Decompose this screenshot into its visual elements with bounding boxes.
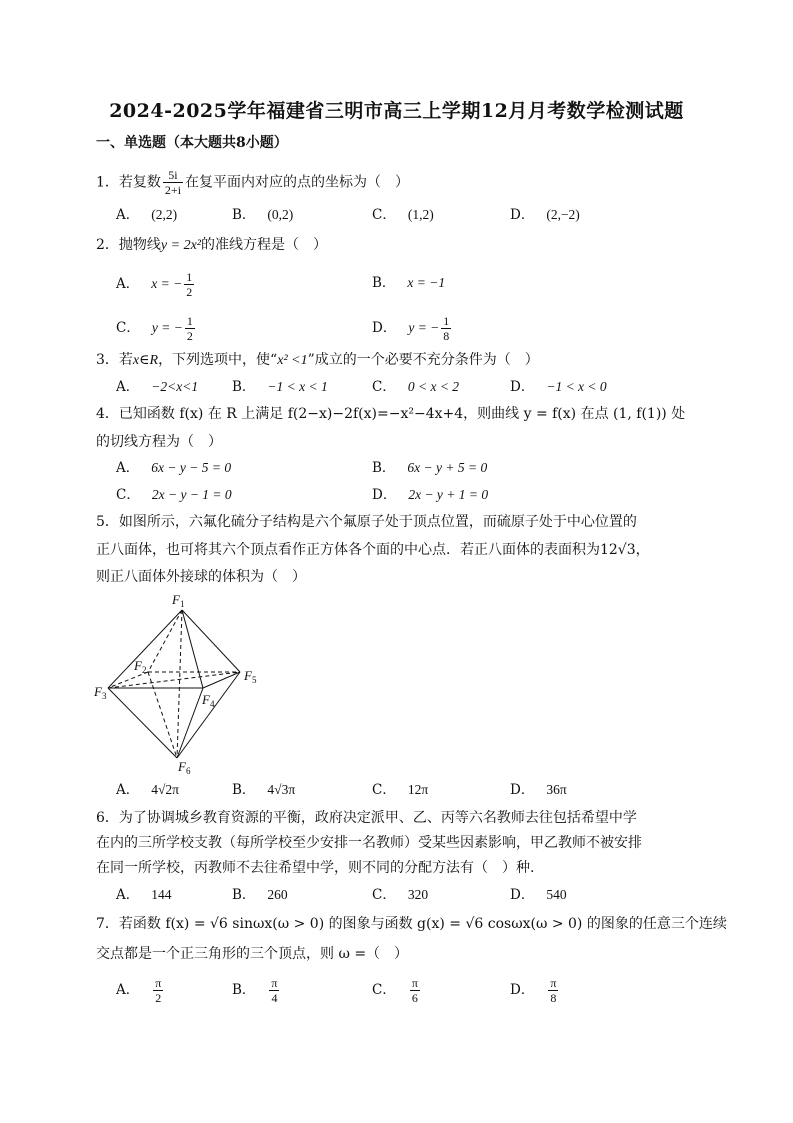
- vertex-label-f2: $F_2$: [134, 658, 147, 675]
- q2-option-d[interactable]: D． y = − $\frac{1}{8}$: [372, 314, 450, 343]
- vertex-label-f3: $F_3$: [94, 684, 107, 701]
- question-5: [96, 512, 637, 532]
- question-number: 4．: [96, 406, 119, 422]
- question-text: 若复数: [118, 174, 161, 191]
- math-expression: y = 2x²: [160, 238, 201, 253]
- q7-option-d[interactable]: D． $\frac{\pi}{8}$: [510, 976, 557, 1005]
- q4-option-b[interactable]: B． 6x − y + 5 = 0: [372, 460, 488, 476]
- q6-option-d[interactable]: D． 540: [510, 887, 567, 903]
- q1-option-a[interactable]: A． (2,2): [116, 207, 178, 223]
- question-1: [96, 168, 409, 197]
- q3-option-d[interactable]: D． −1 < x < 0: [510, 379, 607, 395]
- q7-option-a[interactable]: A． $\frac{\pi}{2}$: [116, 976, 162, 1005]
- q1-option-b[interactable]: B． (0,2): [232, 207, 294, 223]
- q7-option-c[interactable]: C． $\frac{\pi}{6}$: [372, 976, 418, 1005]
- octahedron-figure: [90, 588, 280, 778]
- question-7-line-2: 交点都是一个正三角形的三个顶点，则 ω =（ ）: [96, 946, 409, 962]
- fraction-denominator: 2+i: [164, 183, 182, 197]
- question-6-line-2: 在内的三所学校支教（每所学校至少安排一名教师）受某些因素影响，甲乙教师不被安排: [96, 835, 642, 851]
- q6-option-b[interactable]: B． 260: [232, 887, 288, 903]
- question-7: [96, 914, 727, 934]
- q2-option-a[interactable]: A． x = − $\frac{1}{2}$: [116, 270, 193, 299]
- question-number: 6．: [96, 810, 119, 826]
- question-text: ，下列选项中，使“: [158, 352, 278, 368]
- q4-option-c[interactable]: C． 2x − y − 1 = 0: [116, 487, 232, 503]
- question-text: 已知函数 f(x) 在 R 上满足 f(2−x)−2f(x)=−x²−4x+4，则曲线 y = f(x) 在点 (1, f(1)) 处: [118, 406, 686, 422]
- question-text: 如图所示，六氟化硫分子结构是六个氟原子处于顶点位置，而硫原子处于中心位置的: [118, 514, 637, 530]
- page-title: 2024-2025学年福建省三明市高三上学期12月月考数学检测试题: [109, 100, 684, 122]
- q1-option-d[interactable]: D． (2,−2): [510, 207, 580, 223]
- section-heading: 一、单选题（本大题共8小题）: [96, 135, 288, 151]
- vertex-label-f6: $F_6$: [178, 759, 191, 776]
- question-4-line-2: 的切线方程为（ ）: [96, 434, 222, 450]
- question-6: [96, 808, 637, 828]
- question-3: [96, 350, 539, 371]
- question-5-line-3: 则正八面体外接球的体积为（ ）: [96, 569, 306, 585]
- vertex-label-f4: $F_4$: [202, 692, 215, 709]
- fraction-numerator: 5i: [163, 168, 183, 183]
- question-number: 7．: [96, 916, 119, 932]
- question-number: 3．: [96, 352, 119, 368]
- question-2: [96, 235, 327, 256]
- vertex-label-f1: $F_1$: [172, 592, 185, 609]
- q5-option-a[interactable]: A． 4√2π: [116, 782, 179, 798]
- q7-option-b[interactable]: B． $\frac{\pi}{4}$: [232, 976, 278, 1005]
- q4-option-d[interactable]: D． 2x − y + 1 = 0: [372, 487, 489, 503]
- question-5-line-2: 正八面体，也可将其六个顶点看作正方体各个面的中心点．若正八面体的表面积为12√3，: [96, 542, 650, 558]
- question-number: 2．: [96, 237, 119, 253]
- q6-option-a[interactable]: A． 144: [116, 887, 172, 903]
- math-expression: x² <1: [277, 353, 308, 368]
- question-text: 的准线方程是（ ）: [201, 237, 327, 253]
- math-expression: x∈R: [132, 353, 159, 368]
- q3-option-c[interactable]: C． 0 < x < 2: [372, 379, 460, 395]
- q6-option-c[interactable]: C． 320: [372, 887, 429, 903]
- q3-option-b[interactable]: B． −1 < x < 1: [232, 379, 328, 395]
- question-text: 抛物线: [118, 237, 161, 253]
- question-text: 若函数 f(x) = √6 sinωx(ω > 0) 的图象与函数 g(x) = √6 cosωx(ω > 0) 的图象的任意三个连续: [118, 916, 727, 932]
- q5-option-b[interactable]: B． 4√3π: [232, 782, 296, 798]
- question-number: 5．: [96, 514, 119, 530]
- vertex-label-f5: $F_5$: [244, 668, 257, 685]
- q1-option-c[interactable]: C． (1,2): [372, 207, 434, 223]
- q3-option-a[interactable]: A． −2<x<1: [116, 379, 199, 395]
- question-text: 在复平面内对应的点的坐标为（ ）: [185, 174, 410, 191]
- q2-option-b[interactable]: B． x = −1: [372, 275, 446, 291]
- q5-option-d[interactable]: D． 36π: [510, 782, 567, 798]
- question-6-line-3: 在同一所学校，丙教师不去往希望中学，则不同的分配方法有（ ）种.: [96, 860, 535, 876]
- question-number: 1．: [96, 174, 119, 191]
- question-text: 若: [118, 352, 133, 368]
- question-text: ”成立的一个必要不充分条件为（ ）: [307, 352, 539, 368]
- q4-option-a[interactable]: A． 6x − y − 5 = 0: [116, 460, 232, 476]
- q5-option-c[interactable]: C． 12π: [372, 782, 429, 798]
- q2-option-c[interactable]: C． y = − $\frac{1}{2}$: [116, 314, 193, 343]
- question-4: [96, 404, 685, 424]
- fraction: [163, 168, 183, 197]
- question-text: 为了协调城乡教育资源的平衡，政府决定派甲、乙、丙等六名教师去往包括希望中学: [118, 810, 637, 826]
